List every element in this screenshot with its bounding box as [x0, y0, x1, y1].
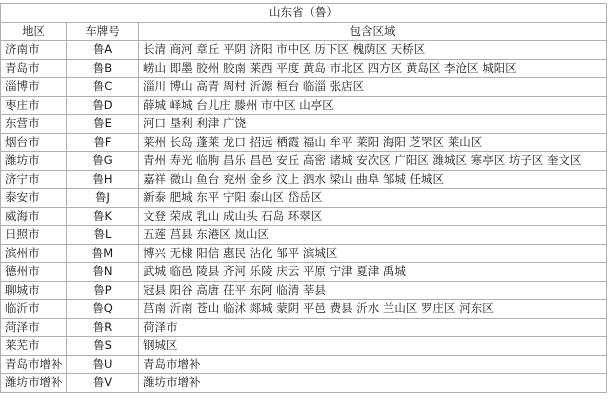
areas-cell: 钢城区	[139, 337, 607, 356]
areas-cell: 博兴 无棣 阳信 惠民 沾化 邹平 滨城区	[139, 244, 607, 263]
city-cell: 莱芜市	[1, 337, 67, 356]
city-cell: 青岛市增补	[1, 355, 67, 374]
table-row	[1, 355, 607, 374]
table-row	[1, 337, 607, 356]
areas-cell: 莒南 沂南 苍山 临沭 郯城 蒙阴 平邑 费县 沂水 兰山区 罗庄区 河东区	[139, 300, 607, 319]
city-cell: 潍坊市	[1, 152, 67, 171]
plate-cell: 鲁N	[67, 263, 139, 282]
city-cell: 淄博市	[1, 78, 67, 97]
city-cell: 滨州市	[1, 244, 67, 263]
plate-cell: 鲁V	[67, 374, 139, 393]
table-row	[1, 300, 607, 319]
table-row	[1, 41, 607, 60]
plate-cell: 鲁C	[67, 78, 139, 97]
areas-cell: 淄川 博山 高青 周村 沂源 桓台 临淄 张店区	[139, 78, 607, 97]
plate-cell: 鲁E	[67, 115, 139, 134]
table-row	[1, 281, 607, 300]
table-row	[1, 133, 607, 152]
table-row	[1, 115, 607, 134]
plate-cell: 鲁G	[67, 152, 139, 171]
plate-cell: 鲁M	[67, 244, 139, 263]
column-header-region: 地区	[1, 22, 67, 41]
city-cell: 青岛市	[1, 59, 67, 78]
plate-cell: 鲁A	[67, 41, 139, 60]
areas-cell: 新泰 肥城 东平 宁阳 泰山区 岱岳区	[139, 189, 607, 208]
table-row	[1, 59, 607, 78]
plate-cell: 鲁R	[67, 318, 139, 337]
areas-cell: 潍坊市增补	[139, 374, 607, 393]
table-row	[1, 318, 607, 337]
city-cell: 东营市	[1, 115, 67, 134]
table-title: 山东省（鲁）	[1, 4, 607, 23]
city-cell: 枣庄市	[1, 96, 67, 115]
plate-cell: 鲁S	[67, 337, 139, 356]
areas-cell: 文登 荣成 乳山 成山头 石岛 环翠区	[139, 207, 607, 226]
areas-cell: 青州 寿光 临朐 昌乐 昌邑 安丘 高密 诸城 安次区 广阳区 潍城区 寒亭区 坊子区 奎文区	[139, 152, 607, 171]
column-header-areas: 包含区域	[139, 22, 607, 41]
city-cell: 泰安市	[1, 189, 67, 208]
table-row	[1, 96, 607, 115]
city-cell: 菏泽市	[1, 318, 67, 337]
plate-cell: 鲁J	[67, 189, 139, 208]
city-cell: 济南市	[1, 41, 67, 60]
city-cell: 临沂市	[1, 300, 67, 319]
license-plate-table	[0, 3, 607, 393]
column-header-plate: 车牌号	[67, 22, 139, 41]
city-cell: 威海市	[1, 207, 67, 226]
table-header-row	[1, 22, 607, 41]
areas-cell: 长清 商河 章丘 平阴 济阳 市中区 历下区 槐荫区 天桥区	[139, 41, 607, 60]
table-row	[1, 207, 607, 226]
table-row	[1, 78, 607, 97]
table-row	[1, 263, 607, 282]
table-row	[1, 226, 607, 245]
areas-cell: 青岛市增补	[139, 355, 607, 374]
city-cell: 济宁市	[1, 170, 67, 189]
plate-cell: 鲁B	[67, 59, 139, 78]
plate-cell: 鲁F	[67, 133, 139, 152]
city-cell: 潍坊市增补	[1, 374, 67, 393]
city-cell: 德州市	[1, 263, 67, 282]
table-row	[1, 244, 607, 263]
plate-cell: 鲁H	[67, 170, 139, 189]
areas-cell: 嘉祥 微山 鱼台 兖州 金乡 汶上 泗水 梁山 曲阜 邹城 任城区	[139, 170, 607, 189]
areas-cell: 冠县 阳谷 高唐 茌平 东阿 临清 莘县	[139, 281, 607, 300]
table-row	[1, 170, 607, 189]
table-row	[1, 152, 607, 171]
areas-cell: 莱州 长岛 蓬莱 龙口 招远 栖霞 福山 牟平 莱阳 海阳 芝罘区 莱山区	[139, 133, 607, 152]
areas-cell: 五莲 莒县 东港区 岚山区	[139, 226, 607, 245]
plate-cell: 鲁K	[67, 207, 139, 226]
table-body	[1, 41, 607, 393]
areas-cell: 薛城 峄城 台儿庄 滕州 市中区 山亭区	[139, 96, 607, 115]
areas-cell: 武城 临邑 陵县 齐河 乐陵 庆云 平原 宁津 夏津 禹城	[139, 263, 607, 282]
plate-cell: 鲁P	[67, 281, 139, 300]
plate-cell: 鲁U	[67, 355, 139, 374]
city-cell: 烟台市	[1, 133, 67, 152]
table-row	[1, 374, 607, 393]
areas-cell: 河口 垦利 利津 广饶	[139, 115, 607, 134]
plate-cell: 鲁Q	[67, 300, 139, 319]
areas-cell: 崂山 即墨 胶州 胶南 莱西 平度 黄岛 市北区 四方区 黄岛区 李沧区 城阳区	[139, 59, 607, 78]
plate-cell: 鲁L	[67, 226, 139, 245]
city-cell: 聊城市	[1, 281, 67, 300]
areas-cell: 荷泽市	[139, 318, 607, 337]
table-title-row	[1, 4, 607, 23]
table-row	[1, 189, 607, 208]
city-cell: 日照市	[1, 226, 67, 245]
plate-cell: 鲁D	[67, 96, 139, 115]
